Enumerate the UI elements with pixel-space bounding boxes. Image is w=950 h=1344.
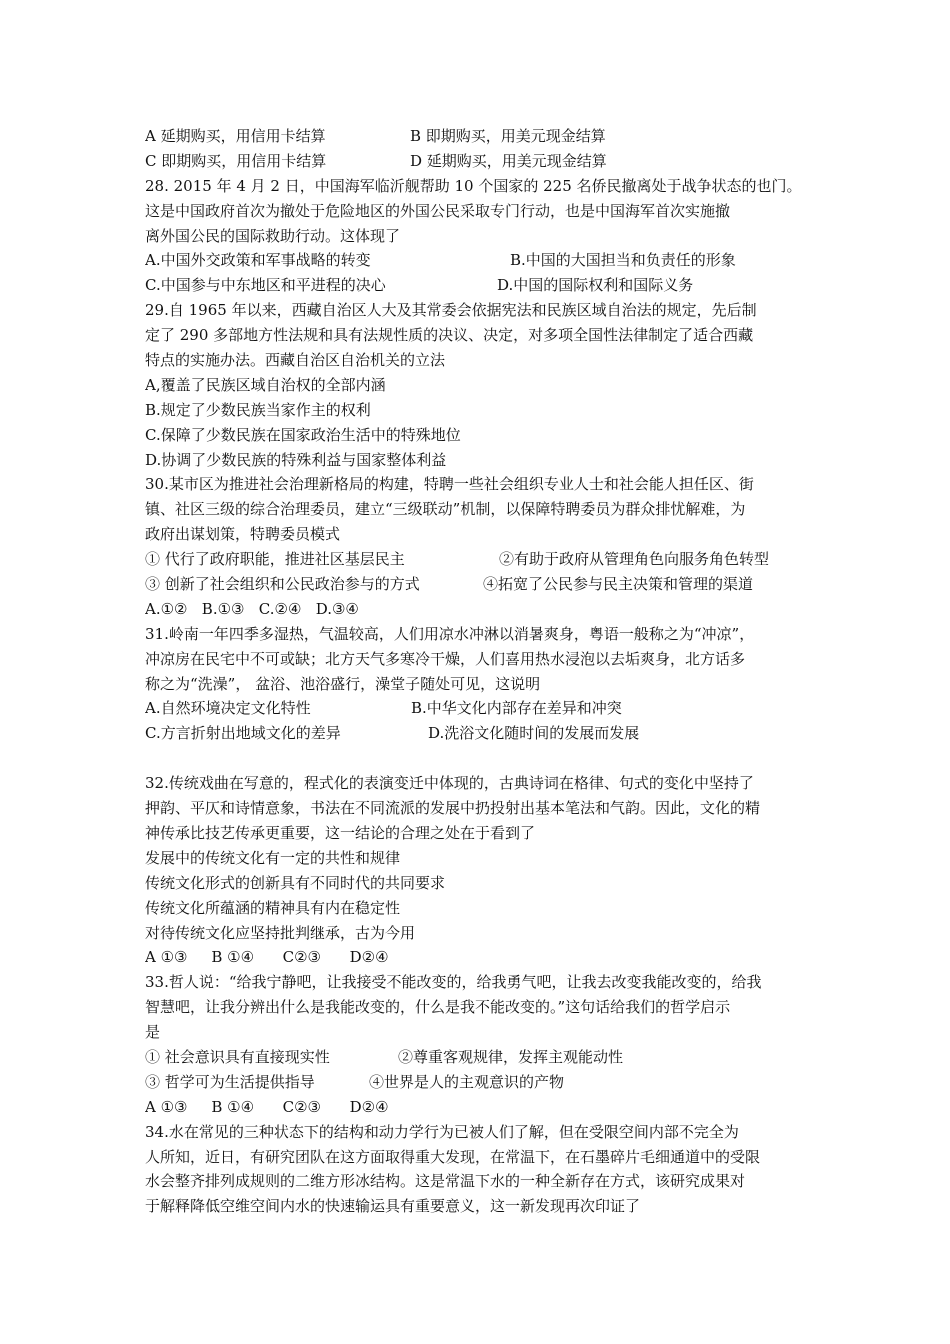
q33-item-3: ③ 哲学可为生活提供指导 <box>145 1072 315 1091</box>
q29-option-d: D.协调了少数民族的特殊利益与国家整体利益 <box>145 450 447 469</box>
q28-options-row-2 <box>145 273 807 298</box>
q28-option-a: A.中国外交政策和军事战略的转变 <box>145 251 371 270</box>
q30-items-row-2 <box>145 572 807 597</box>
q30-item-3: ③ 创新了社会组织和公民政治参与的方式 <box>145 575 420 594</box>
q33-stem-line-2: 智慧吧，让我分辨出什么是我能改变的，什么是我不能改变的。”这句话给我们的哲学启示 <box>145 998 731 1017</box>
q32-stem-line-3: 神传承比技艺传承更重要，这一结论的合理之处在于看到了 <box>145 823 536 842</box>
q31-option-c: C.方言折射出地域文化的差异 <box>145 724 341 743</box>
q33-item-2: ②尊重客观规律，发挥主观能动性 <box>398 1047 624 1066</box>
q34-stem-line-2: 人所知，近日，有研究团队在这方面取得重大发现，在常温下，在石墨碎片毛细通道中的受限 <box>145 1147 761 1166</box>
q31-option-b: B.中华文化内部存在差异和冲突 <box>411 699 622 718</box>
q31-stem-line-1: 31.岭南一年四季多湿热，气温较高，人们用凉水冲淋以消暑爽身，粤语一般称之为“冲凉”， <box>145 624 755 643</box>
q33-items-row-2 <box>145 1070 807 1095</box>
q30-stem-line-3: 政府出谋划策，特聘委员模式 <box>145 525 341 544</box>
q30-items-row-1 <box>145 547 807 572</box>
q28-option-b: B.中国的大国担当和负责任的形象 <box>510 251 736 270</box>
q29-stem-line-2: 定了 290 多部地方性法规和具有法规性质的决议、决定，对多项全国性法律制定了适合西藏 <box>145 326 754 345</box>
q28-option-c: C.中国参与中东地区和平进程的决心 <box>145 276 386 295</box>
q31-option-d: D.洗浴文化随时间的发展而发展 <box>428 724 640 743</box>
q31-stem-line-2: 冲凉房在民宅中不可或缺；北方天气多寒冷干燥，人们喜用热水浸泡以去垢爽身，北方话多 <box>145 649 746 668</box>
q33-items-row-1 <box>145 1045 807 1070</box>
q33-stem-line-3: 是 <box>145 1023 161 1042</box>
q32-item-3: 传统文化所蕴涵的精神具有内在稳定性 <box>145 898 401 917</box>
q29-stem-line-1: 29.自 1965 年以来，西藏自治区人大及其常委会依据宪法和民族区域自治法的规定，先后制 <box>145 301 757 320</box>
q28-options-row-1 <box>145 248 807 273</box>
q32-item-2: 传统文化形式的创新具有不同时代的共同要求 <box>145 873 446 892</box>
q31-option-a: A.自然环境决定文化特性 <box>145 699 311 718</box>
q30-item-1: ① 代行了政府职能，推进社区基层民主 <box>145 550 405 569</box>
q32-answers: A ①③ B ①④ C②③ D②④ <box>145 948 389 967</box>
q27-options-row-2 <box>145 149 807 174</box>
q32-stem-line-1: 32.传统戏曲在写意的，程式化的表演变迁中体现的，古典诗词在格律、句式的变化中坚持了 <box>145 774 754 793</box>
q27-options-row-1 <box>145 124 807 149</box>
q32-item-4: 对待传统文化应坚持批判继承，古为今用 <box>145 923 416 942</box>
q27-option-d: D 延期购买，用美元现金结算 <box>410 151 607 170</box>
q30-stem-line-2: 镇、社区三级的综合治理委员，建立“三级联动”机制，以保障特聘委员为群众排忧解难，为 <box>145 500 746 519</box>
q27-option-b: B 即期购买，用美元现金结算 <box>410 127 606 145</box>
q33-stem-line-1: 33.哲人说：“给我宁静吧，让我接受不能改变的，给我勇气吧，让我去改变我能改变的，给我 <box>145 973 762 992</box>
q29-option-b: B.规定了少数民族当家作主的权利 <box>145 400 371 419</box>
q34-stem-line-1: 34.水在常见的三种状态下的结构和动力学行为已被人们了解，但在受限空间内部不完全为 <box>145 1122 739 1141</box>
q32-item-1: 发展中的传统文化有一定的共性和规律 <box>145 848 401 867</box>
blank-line <box>145 746 807 771</box>
q28-stem-line-2: 这是中国政府首次为撤处于危险地区的外国公民采取专门行动，也是中国海军首次实施撤 <box>145 201 731 220</box>
q32-stem-line-2: 押韵、平仄和诗情意象，书法在不同流派的发展中扔投射出基本笔法和气韵。因此，文化的精 <box>145 799 761 818</box>
q30-answers: A.①② B.①③ C.②④ D.③④ <box>145 599 359 618</box>
q28-stem-line-1: 28. 2015 年 4 月 2 日，中国海军临沂舰帮助 10 个国家的 225 名侨民撤离处于战争状态的也门。 <box>145 176 802 195</box>
q30-stem-line-1: 30.某市区为推进社会治理新格局的构建，特聘一些社会组织专业人士和社会能人担任区、街 <box>145 475 754 494</box>
q28-stem-line-3: 离外国公民的国际救助行动。这体现了 <box>145 226 401 245</box>
q33-item-1: ① 社会意识具有直接现实性 <box>145 1047 330 1066</box>
q31-stem-line-3: 称之为“洗澡”， 盆浴、池浴盛行，澡堂子随处可见，这说明 <box>145 674 541 693</box>
q33-item-4: ④世界是人的主观意识的产物 <box>369 1072 565 1091</box>
q29-option-a: A,覆盖了民族区域自治权的全部内涵 <box>145 375 386 394</box>
q34-stem-line-3: 水会整齐排列成规则的二维方形冰结构。这是常温下水的一种全新存在方式，该研究成果对 <box>145 1172 746 1191</box>
q34-stem-line-4: 于解释降低空维空间内水的快速输运具有重要意义，这一新发现再次印证了 <box>145 1197 641 1216</box>
q29-option-c: C.保障了少数民族在国家政治生活中的特殊地位 <box>145 425 461 444</box>
q30-item-2: ②有助于政府从管理角色向服务角色转型 <box>499 550 770 569</box>
q31-options-row-1 <box>145 696 807 721</box>
q27-option-c: C 即期购买，用信用卡结算 <box>145 151 327 170</box>
q30-item-4: ④拓宽了公民参与民主决策和管理的渠道 <box>483 575 754 594</box>
q28-option-d: D.中国的国际权利和国际义务 <box>497 276 694 295</box>
q31-options-row-2 <box>145 721 807 746</box>
exam-page <box>145 124 807 1219</box>
q33-answers: A ①③ B ①④ C②③ D②④ <box>145 1097 389 1116</box>
q29-stem-line-3: 特点的实施办法。西藏自治区自治机关的立法 <box>145 351 446 370</box>
q27-option-a: A 延期购买，用信用卡结算 <box>145 127 326 145</box>
